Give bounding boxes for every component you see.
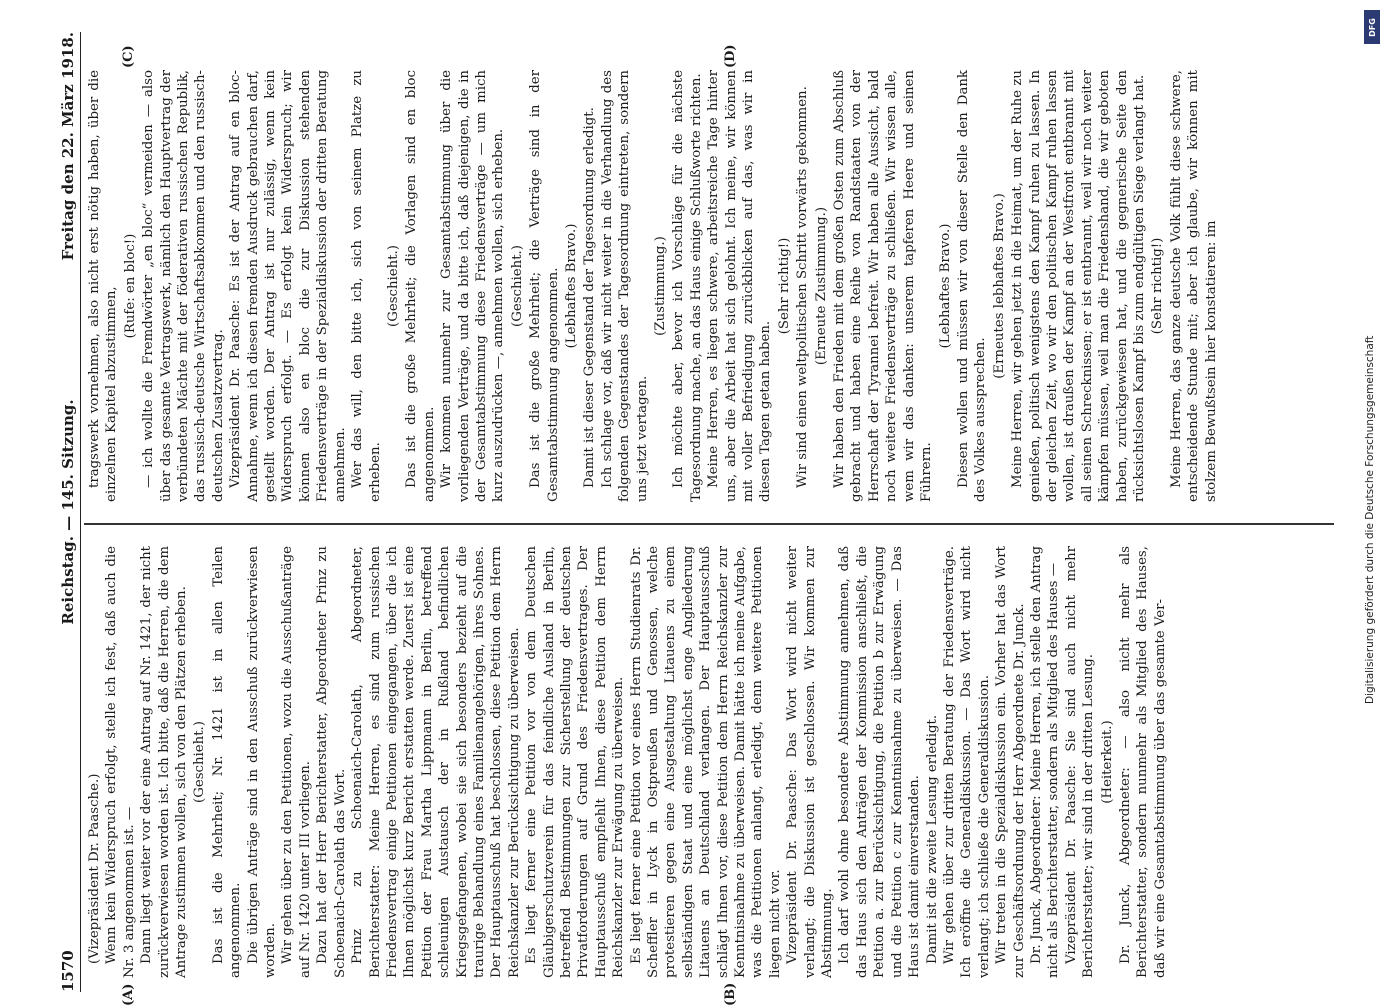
right-column-paragraph: Ich schlage vor, daß wir nicht weiter in die Verhandlung des folgenden Gegenstandes der Tagesordnung eintreten, sondern uns jetzt vertagen. [599,70,650,502]
left-column-paragraph: Es liegt ferner eine Petition vor eines Herrn Studienrats Dr. Scheffler in Lyck in Ostpreußen und Genossen, welche protestieren gegen eine Ausgestaltung Litauens zu einem selbständigen Staat und eine möglichst enge Angliederung Litauens an Deutschland verlangen. Der Hauptausschuß schlägt Ihnen vor, diese Petition dem Herrn Reichskanzler zur Kenntnisnahme zu überweisen. Damit hätte ich meine Aufgabe, was die Petitionen anlangt, erledigt, denn weitere Petitionen liegen nicht vor. [628,546,783,978]
right-column-paragraph: Das ist die große Mehrheit; die Vorlagen sind en bloc angenommen. [404,70,437,502]
left-column-paragraph: (Vizepräsident Dr. Paasche.) [87,773,102,964]
page-number: 1570 [59,950,77,992]
left-column-paragraph: Dr. Junck, Abgeordneter: — also nicht mehr als Berichterstatter, sondern nunmehr als Mitglied des Hauses, daß wir eine Gesamtabstimmung über das gesamte Ver- [1117,546,1168,978]
left-column-paragraph: Damit ist die zweite Lesung erledigt. [924,714,940,964]
right-column-paragraph: Wir sind einen weltpolitischen Schritt vorwärts gekommen. [795,86,811,488]
left-column-paragraph: Wenn kein Widerspruch erfolgt, stelle ich fest, daß auch die Nr. 3 angenommen ist. — [104,546,137,978]
right-column-paragraph: (Sehr richtig!) [776,237,792,335]
right-column-paragraph: (Sehr richtig!) [1150,237,1166,335]
right-column-paragraph: (Rufe: en bloc!) [122,233,138,339]
left-column-paragraph: Wir gehen über zur dritten Beratung der Friedensverträge. Ich eröffne die Generaldiskussion. — Das Wort wird nicht verlangt; ich schließe die Generaldiskussion. [941,546,992,978]
document-page [59,32,1340,1006]
right-column-paragraph: Wir haben den Frieden mit dem großen Osten zum Abschluß gebracht und haben eine Reihe von Randstaaten von der Herrschaft der Tyrannei befreit. Wir haben alle Aussicht, bald noch weitere Friedensverträge zu schließen. Wir wissen alle, wem wir das danken: unserem tapferen Heere und seinen Führern. [832,70,935,502]
margin-marker-c: (C) [121,45,136,68]
right-column-paragraph: (Geschieht.) [385,245,401,327]
credit-text: Digitalisierung gefördert durch die Deutsche Forschungsgemeinschaft [1364,335,1376,704]
margin-marker-d: (D) [723,44,738,68]
right-column-paragraph: Ich möchte aber, bevor ich Vorschläge für die nächste Tagesordnung mache, an das Haus einige Schlußworte richten. [671,70,704,502]
right-column-paragraph: (Erneute Zustimmung.) [813,206,829,366]
left-column-paragraph: Prinz zu Schoenaich-Carolath, Abgeordneter, Berichterstatter: Meine Herren, es sind zum russischen Friedensvertrag einige Petitionen eingegangen, über die ich Ihnen möglichst kurz Bericht erstatten werde. Zuerst ist eine Petition der Frau Martha Lippmann in Berlin, betreffend schleunigen Austausch der in Rußland befindlichen Kriegsgefangenen, wobei sie sich besonders bezieht auf die traurige Behandlung eines Familienangehörigen, ihres Sohnes. Der Hauptausschuß hat beschlossen, diese Petition dem Herrn Reichskanzler zur Berücksichtigung zu überweisen. [350,546,522,978]
right-column-paragraph: Wir kommen nunmehr zur Gesamtabstimmung über die vorliegenden Verträge, und da bitte ich, daß diejenigen, die in der Gesamtabstimmung diese Friedensverträge — um mich kurz auszudrücken —, annehmen wollen, sich erheben. [439,70,507,502]
left-column-paragraph: Ich darf wohl ohne besondere Abstimmung annehmen, daß das Haus sich den Anträgen der Kommission anschließt, die Petition a. zur Berücksichtigung, die Petition b zur Erwägung und die Petition c zur Kenntnisnahme zu überweisen. — Das Haus ist damit einverstanden. [837,546,923,978]
right-column-paragraph: Meine Herren, es liegen schwere, arbeitsreiche Tage hinter uns, aber die Arbeit hat sich gelohnt. Ich meine, wir können mit voller Befriedigung zurückblicken auf das, was wir in diesen Tagen getan haben. [706,70,774,502]
right-column-paragraph: (Erneutes lebhaftes Bravo.) [991,193,1007,379]
left-column-paragraph: Dr. Junck, Abgeordneter: Meine Herren, ich stelle den Antrag nicht als Berichterstatter, sondern als Mitglied des Hauses — [1028,546,1062,978]
right-column-paragraph: Vizepräsident Dr. Paasche: Es ist der Antrag auf en bloc-Annahme, wenn ich diesen fremden Ausdruck gebrauchen darf, gestellt worden. Der Antrag ist nur zulässig, wenn kein Widerspruch erfolgt. — Es erfolgt kein Widerspruch; wir können also en bloc die zur Diskussion stehenden Friedensverträge in der Spezialdiskussion der dritten Beratung annehmen. [228,70,348,502]
left-column-paragraph: Dazu hat der Herr Berichterstatter, Abgeordneter Prinz zu Schoenaich-Carolath das Wort. [315,546,348,978]
session-date: Freitag den 22. März 1918. [59,32,77,261]
right-column-paragraph: Meine Herren, das ganze deutsche Volk fühlt diese schwere, entscheidende Stunde mit; aber ich glaube, wir können mit stolzem Bewußtsein hier konstatieren: im [1168,70,1219,502]
right-column [86,70,1326,502]
right-column-paragraph: tragswerk vornehmen, also nicht erst nötig haben, über die einzelnen Kapitel abzustimmen, [87,70,120,502]
page-header [60,32,81,992]
session-title: Reichstag. — 145. Sitzung. [59,399,77,625]
right-column-paragraph: — ich wollte die Fremdwörter „en bloc“ vermeiden — also über das gesamte Vertragswerk, nämlich den Hauptvertrag der verbündeten Mächte mit der föderativen russischen Republik, das russisch-deutsche Wirtschaftsabkommen und den russisch-deutschen Zusatzvertrag. [141,70,226,502]
left-column-paragraph: Vizepräsident Dr. Paasche: Das Wort wird nicht weiter verlangt; die Diskussion ist geschlossen. Wir kommen zur Abstimmung. [785,546,836,978]
digitization-credit [1361,14,1381,704]
right-column-paragraph: (Zustimmung.) [653,236,668,336]
margin-marker-a: (A) [121,983,136,1006]
left-column-paragraph: Die übrigen Anträge sind in den Ausschuß zurückverwiesen worden. [245,546,279,978]
left-column-paragraph: Vizepräsident Dr. Paasche: Sie sind auch nicht mehr Berichterstatter; wir sind in der dritten Lesung. [1063,546,1097,978]
right-column-paragraph: Meine Herren, wir gehen jetzt in die Heimat, um der Ruhe zu genießen, politisch wenigstens den Kampf ruhen zu lassen. In der gleichen Zeit, wo wir den politischen Kampf ruhen lassen wollen, ist draußen der Kampf an der Westfront entbrannt mit all seinen Schrecknissen; er ist entbrannt, weil wir noch weiter kämpfen müssen, weil man die Friedenshand, die wir geboten haben, zurückgewiesen hat, und die gegnerische Seite den rücksichtslosen Kampf bis zum endgültigen Siege verlangt hat. [1010,70,1147,502]
left-column-paragraph: Wir gehen über zu den Petitionen, wozu die Ausschußanträge auf Nr. 1420 unter III vorliegen. [280,546,313,978]
left-column-paragraph: Das ist die Mehrheit; Nr. 1421 ist in allen Teilen angenommen. [210,546,244,978]
margin-marker-b: (B) [723,982,738,1006]
right-column-paragraph: (Lebhaftes Bravo.) [937,223,953,349]
left-column-paragraph: (Heiterkeit.) [1099,720,1115,804]
column-divider [84,524,1334,526]
left-column-paragraph: Dann liegt weiter vor der eine Antrag auf Nr. 1421, der nicht zurückverwiesen worden ist. Ich bitte, daß die Herren, die dem Antrage zustimmen wollen, sich von den Plätzen erheben. [139,546,190,978]
right-column-paragraph: (Geschieht.) [509,245,525,327]
right-column-paragraph: Das ist die große Mehrheit; die Verträge sind in der Gesamtabstimmung angenommen. [528,70,561,502]
dfg-logo-text: DFG [1367,17,1377,37]
left-column-paragraph: Wir treten in die Spezialdiskussion ein. Vorher hat das Wort zur Geschäftsordnung der Herr Abgeordnete Dr. Junck. [994,546,1027,978]
right-column-paragraph: Diesen wollen und müssen wir von dieser Stelle den Dank des Volkes aussprechen. [955,70,989,502]
right-column-paragraph: Damit ist dieser Gegenstand der Tagesordnung erledigt. [582,107,598,488]
left-column-paragraph: (Geschieht.) [192,721,208,803]
left-column [86,546,1326,978]
right-column-paragraph: (Lebhaftes Bravo.) [563,223,579,349]
left-column-paragraph: Es liegt ferner eine Petition vor von dem Deutschen Gläubigerschutzverein für das feindliche Ausland in Berlin, betreffend Bestimmungen zur Sicherstellung der deutschen Privatforderungen auf Grund des Friedensvertrages. Der Hauptausschuß empfiehlt Ihnen, diese Petition dem Herrn Reichskanzler zur Erwägung zu überweisen. [524,546,627,978]
dfg-logo [1364,10,1380,44]
right-column-paragraph: Wer das will, den bitte ich, sich von seinem Platze zu erheben. [350,70,383,502]
